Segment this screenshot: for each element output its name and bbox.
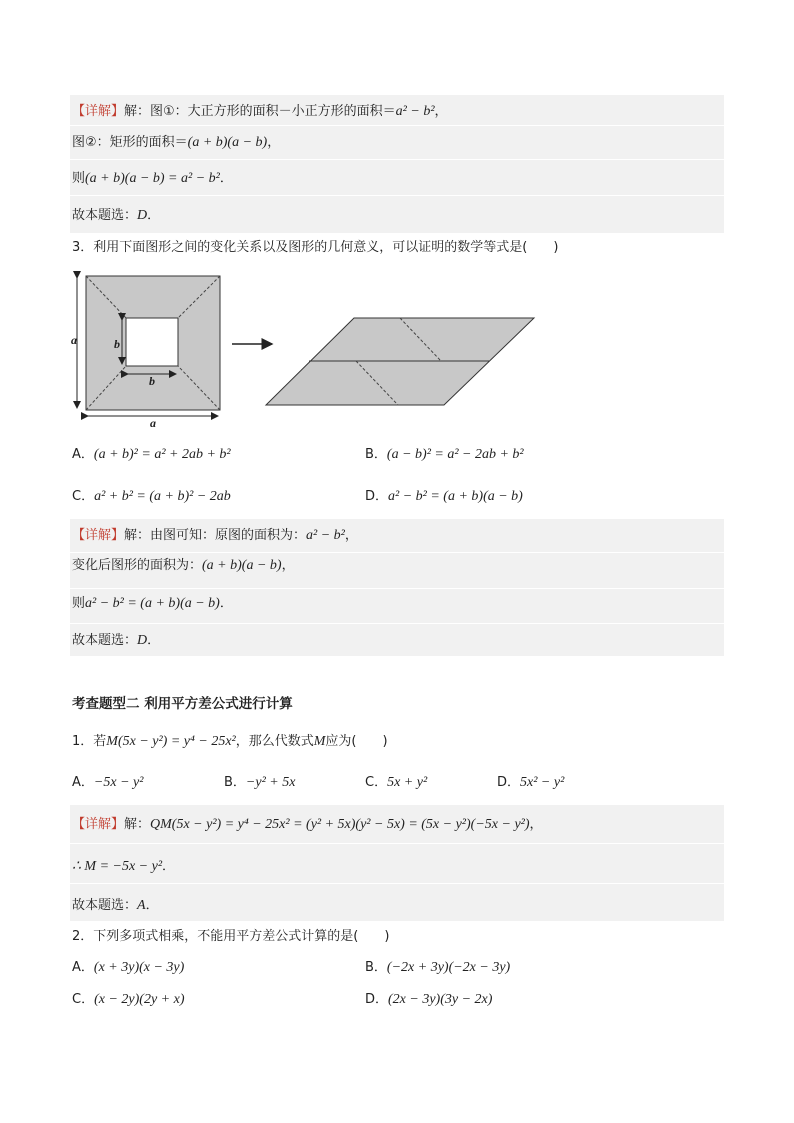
q1-option-a[interactable]: A．−5x − y² <box>72 775 144 790</box>
analysis2-line2: 变化后图形的面积为：(a + b)(a − b)， <box>72 558 295 573</box>
q3-option-c[interactable]: C．a² + b² = (a + b)² − 2ab <box>72 489 231 504</box>
q1-stem: 1．若M(5x − y²) = y⁴ − 25x²，那么代数式M应为( ) <box>72 734 388 749</box>
label-a-bottom: a <box>150 416 156 430</box>
q2-option-a[interactable]: A．(x + 3y)(x − 3y) <box>72 960 185 975</box>
analysis2-line3: 则a² − b² = (a + b)(a − b)． <box>72 596 233 611</box>
section-heading: 考查题型二 利用平方差公式进行计算 <box>72 696 293 712</box>
analysis3-line1: 【详解】解：QM(5x − y²) = y⁴ − 25x² = (y² + 5x)(y² − 5x) = (5x − y²)(−5x − y²)， <box>72 817 543 832</box>
q2-stem: 2．下列多项式相乘，不能用平方差公式计算的是( ) <box>72 929 390 944</box>
analysis-tag: 【详解】 <box>72 528 125 543</box>
parallelogram <box>266 318 534 405</box>
q2-option-b[interactable]: B．(−2x + 3y)(−2x − 3y) <box>365 960 511 975</box>
q3-stem: 3．利用下面图形之间的变化关系以及图形的几何意义，可以证明的数学等式是( ) <box>72 240 559 255</box>
label-b-bottom: b <box>149 374 155 388</box>
analysis1-line2: 图②：矩形的面积＝(a + b)(a − b)， <box>72 135 281 150</box>
q2-option-c[interactable]: C．(x − 2y)(2y + x) <box>72 992 185 1007</box>
q1-option-d[interactable]: D．5x² − y² <box>497 775 565 790</box>
analysis1-line1: 【详解】解：图①：大正方形的面积－小正方形的面积＝a² − b²， <box>72 104 448 119</box>
q3-option-d[interactable]: D．a² − b² = (a + b)(a − b) <box>365 489 523 504</box>
q2-option-d[interactable]: D．(2x − 3y)(3y − 2x) <box>365 992 493 1007</box>
analysis1-line4: 故本题选：D． <box>72 208 161 223</box>
label-b-side: b <box>114 337 120 351</box>
label-a-side: a <box>71 333 77 347</box>
analysis-tag: 【详解】 <box>72 817 125 832</box>
q3-option-b[interactable]: B．(a − b)² = a² − 2ab + b² <box>365 447 524 462</box>
analysis2-line1: 【详解】解：由图可知：原图的面积为：a² − b²， <box>72 528 358 543</box>
analysis1-line3: 则(a + b)(a − b) = a² − b²． <box>72 171 233 186</box>
q1-option-b[interactable]: B．−y² + 5x <box>224 775 296 790</box>
q3-figure <box>66 268 546 430</box>
analysis2-line4: 故本题选：D． <box>72 633 161 648</box>
square-with-hole <box>86 276 220 410</box>
q3-option-a[interactable]: A．(a + b)² = a² + 2ab + b² <box>72 447 231 462</box>
analysis-tag: 【详解】 <box>72 104 125 119</box>
analysis3-line2: ∴ M = −5x − y²． <box>72 859 176 874</box>
analysis3-line3: 故本题选：A． <box>72 898 159 913</box>
q1-option-c[interactable]: C．5x + y² <box>365 775 428 790</box>
